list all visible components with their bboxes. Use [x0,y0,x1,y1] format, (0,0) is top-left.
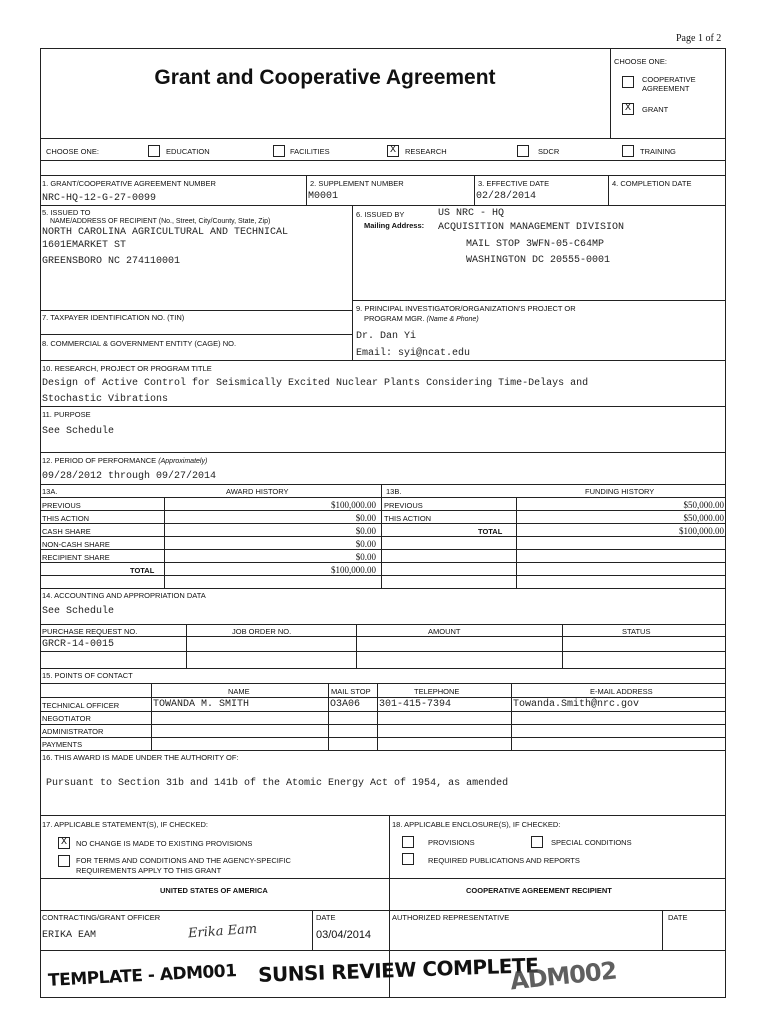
tech-officer-email: Towanda.Smith@nrc.gov [513,699,640,710]
mailing-address-label: Mailing Address: [364,221,425,230]
box12-label: 12. PERIOD OF PERFORMANCE (Approximately) [42,456,208,465]
issuer-line-3: WASHINGTON DC 20555-0001 [466,255,611,266]
recipient-line-2: 1601EMARKET ST [42,240,127,251]
box7-label: 7. TAXPAYER IDENTIFICATION NO. (TIN) [42,313,185,322]
award-total: $100,000.00 [331,565,376,575]
provisions-label: PROVISIONS [428,838,475,847]
cooperative-agreement-label: COOPERATIVE AGREEMENT [642,75,696,93]
terms-label-1: FOR TERMS AND CONDITIONS AND THE AGENCY-SPECIFIC [76,856,291,865]
form-title: Grant and Cooperative Agreement [154,66,496,89]
award-history-header: AWARD HISTORY [226,487,289,496]
tech-officer-name: TOWANDA M. SMITH [153,699,250,710]
box9-label-2: PROGRAM MGR. (Name & Phone) [364,314,479,323]
funding-row-label: THIS ACTION [384,514,432,523]
required-publications-label: REQUIRED PUBLICATIONS AND REPORTS [428,856,580,865]
grant-number: NRC-HQ-12-G-27-0099 [42,193,157,204]
job-order-header: JOB ORDER NO. [232,627,292,636]
supplement-number: M0001 [308,191,339,202]
box18-label: 18. APPLICABLE ENCLOSURE(S), IF CHECKED: [392,820,561,829]
funding-total: $100,000.00 [679,526,724,536]
funding-13b-label: 13B. [386,487,402,496]
box11-label: 11. PURPOSE [42,410,91,419]
research-label: RESEARCH [405,147,447,156]
contact-email-header: E-MAIL ADDRESS [590,687,653,696]
award-row-value: $0.00 [355,526,376,536]
signed-date: 03/04/2014 [316,929,372,941]
purpose: See Schedule [42,426,115,437]
funding-row-value: $50,000.00 [683,500,724,510]
terms-checkbox[interactable] [58,855,70,867]
contact-role: PAYMENTS [42,740,83,749]
project-title-line-2: Stochastic Vibrations [42,394,169,405]
tech-officer-phone: 301-415-7394 [379,699,452,710]
funding-row-label: PREVIOUS [384,501,423,510]
funding-total-label: TOTAL [478,527,503,536]
special-conditions-checkbox[interactable] [531,836,543,848]
contact-phone-header: TELEPHONE [414,687,460,696]
no-change-label: NO CHANGE IS MADE TO EXISTING PROVISIONS [76,839,253,848]
award-row-value: $100,000.00 [331,500,376,510]
date-label-2: DATE [668,913,688,922]
training-label: TRAINING [640,147,676,156]
award-row-value: $0.00 [355,552,376,562]
award-row-label: RECIPIENT SHARE [42,553,110,562]
no-change-checkbox[interactable]: X [58,837,70,849]
recipient-header: COOPERATIVE AGREEMENT RECIPIENT [466,886,612,895]
pr-header: PURCHASE REQUEST NO. [42,627,138,636]
officer-signature: Erika Eam [187,921,258,942]
education-checkbox[interactable] [148,145,160,157]
education-label: EDUCATION [166,147,210,156]
amount-header: AMOUNT [428,627,461,636]
award-row-value: $0.00 [355,539,376,549]
period-of-performance: 09/28/2012 through 09/27/2014 [42,471,217,482]
cooperative-agreement-checkbox[interactable] [622,76,634,88]
sunsi-review-stamp: SUNSI REVIEW COMPLETE [257,953,539,987]
grant-checkbox[interactable]: X [622,103,634,115]
accounting-data: See Schedule [42,606,115,617]
research-checkbox[interactable]: X [387,145,399,157]
box1-label: 1. GRANT/COOPERATIVE AGREEMENT NUMBER [42,179,216,188]
date-label: DATE [316,913,336,922]
effective-date: 02/28/2014 [476,191,537,202]
status-header: STATUS [622,627,651,636]
box5-label: 5. ISSUED TO [42,208,91,217]
recipient-line-1: NORTH CAROLINA AGRICULTURAL AND TECHNICAL [42,227,289,238]
box15-label: 15. POINTS OF CONTACT [42,671,133,680]
sdcr-checkbox[interactable] [517,145,529,157]
award-row-label: PREVIOUS [42,501,81,510]
usa-header: UNITED STATES OF AMERICA [160,886,268,895]
authority: Pursuant to Section 31b and 141b of the Atomic Energy Act of 1954, as amended [46,778,509,789]
contact-role: TECHNICAL OFFICER [42,701,120,710]
funding-history-header: FUNDING HISTORY [585,487,655,496]
contact-name-header: NAME [228,687,250,696]
officer-name: ERIKA EAM [42,930,97,941]
template-stamp: TEMPLATE - ADM001 [47,961,237,991]
facilities-label: FACILITIES [290,147,330,156]
award-total-label: TOTAL [130,566,155,575]
contact-mailstop-header: MAIL STOP [331,687,371,696]
award-row-label: THIS ACTION [42,514,90,523]
award-row-label: NON-CASH SHARE [42,540,110,549]
sdcr-label: SDCR [538,147,560,156]
box16-label: 16. THIS AWARD IS MADE UNDER THE AUTHORITY OF: [42,753,239,762]
box6-label: 6. ISSUED BY [356,210,405,219]
adm-stamp: ADM002 [508,956,618,996]
purchase-request-number: GRCR-14-0015 [42,639,115,650]
issuer-line-2: MAIL STOP 3WFN-05-C64MP [466,239,605,250]
choose-one-label: CHOOSE ONE: [614,57,667,66]
project-title-line-1: Design of Active Control for Seismically Excited Nuclear Plants Considering Time-Delays and [42,378,589,389]
training-checkbox[interactable] [622,145,634,157]
issuer: US NRC - HQ [438,208,505,219]
funding-row-value: $50,000.00 [683,513,724,523]
award-13a-label: 13A. [42,487,58,496]
required-publications-checkbox[interactable] [402,853,414,865]
box10-label: 10. RESEARCH, PROJECT OR PROGRAM TITLE [42,364,212,373]
box5-sublabel: NAME/ADDRESS OF RECIPIENT (No., Street, City/County, State, Zip) [50,218,271,225]
pi-name: Dr. Dan Yi [356,331,417,342]
provisions-checkbox[interactable] [402,836,414,848]
choose-one-row-label: CHOOSE ONE: [46,147,99,156]
pi-email: Email: syi@ncat.edu [356,348,471,359]
authorized-rep-label: AUTHORIZED REPRESENTATIVE [392,913,510,922]
box9-label: 9. PRINCIPAL INVESTIGATOR/ORGANIZATION'S PROJECT OR [356,304,576,313]
officer-label: CONTRACTING/GRANT OFFICER [42,913,161,922]
box8-label: 8. COMMERCIAL & GOVERNMENT ENTITY (CAGE) NO. [42,339,237,348]
contact-role: NEGOTIATOR [42,714,91,723]
grant-label: GRANT [642,105,669,114]
box17-label: 17. APPLICABLE STATEMENT(S), IF CHECKED: [42,820,209,829]
issuer-line-1: ACQUISITION MANAGEMENT DIVISION [438,222,625,233]
tech-officer-mailstop: O3A06 [330,699,361,710]
box3-label: 3. EFFECTIVE DATE [478,179,550,188]
box14-label: 14. ACCOUNTING AND APPROPRIATION DATA [42,591,206,600]
facilities-checkbox[interactable] [273,145,285,157]
box4-label: 4. COMPLETION DATE [612,179,692,188]
terms-label-2: REQUIREMENTS APPLY TO THIS GRANT [76,866,222,875]
recipient-line-3: GREENSBORO NC 274110001 [42,256,181,267]
special-conditions-label: SPECIAL CONDITIONS [551,838,632,847]
page-number: Page 1 of 2 [676,33,722,44]
award-row-value: $0.00 [355,513,376,523]
contact-role: ADMINISTRATOR [42,727,104,736]
box2-label: 2. SUPPLEMENT NUMBER [310,179,404,188]
award-row-label: CASH SHARE [42,527,91,536]
